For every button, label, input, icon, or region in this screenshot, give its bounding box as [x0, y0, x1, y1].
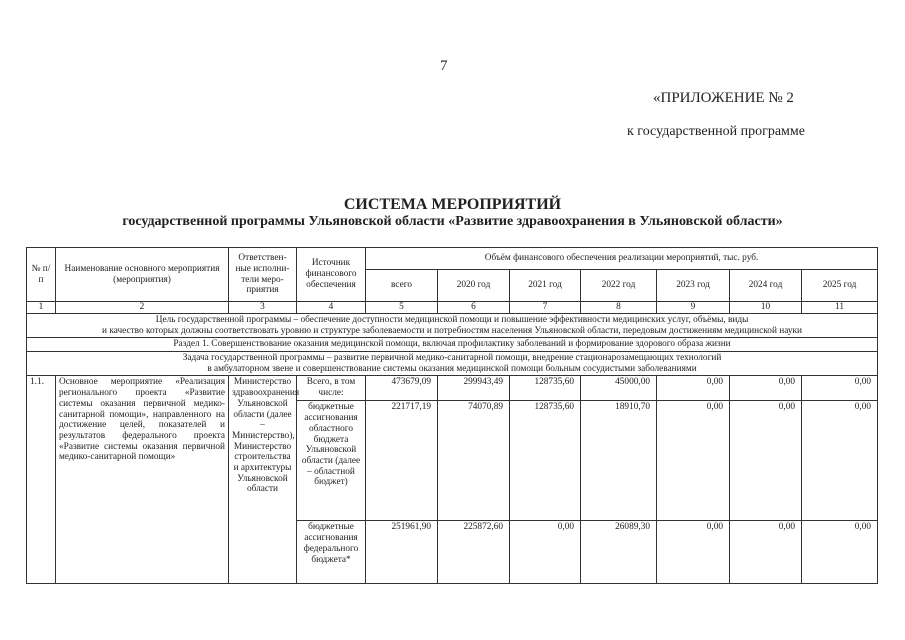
value-2022: 45000,00	[581, 376, 657, 401]
header-year-2022: 2022 год	[581, 270, 657, 302]
column-number: 3	[229, 302, 297, 314]
header-num: № п/п	[27, 248, 56, 302]
goal-line-2: и качество которых должны соответствовать уровню и структуре заболеваемости и потребностям населения Ульяновской области, передовым достижениям медицинской науки	[102, 325, 803, 336]
program-reference: к государственной программе	[627, 124, 805, 139]
column-number: 7	[510, 302, 581, 314]
value-2020: 299943,49	[438, 376, 510, 401]
column-number: 9	[657, 302, 730, 314]
value-total: 251961,90	[366, 521, 438, 584]
value-2020: 74070,89	[438, 401, 510, 521]
header-year-total: всего	[366, 270, 438, 302]
value-2023: 0,00	[657, 401, 730, 521]
value-2025: 0,00	[802, 376, 878, 401]
value-total: 473679,09	[366, 376, 438, 401]
appendix-label: «ПРИЛОЖЕНИЕ № 2	[653, 90, 794, 106]
source-total: Всего, в том числе:	[297, 376, 366, 401]
header-year-2025: 2025 год	[802, 270, 878, 302]
column-number: 10	[730, 302, 802, 314]
document-subtitle: государственной программы Ульяновской области «Развитие здравоохранения в Ульяновской области»	[122, 214, 783, 229]
value-2024: 0,00	[730, 376, 802, 401]
header-name: Наименование основного мероприятия (мероприятия)	[56, 248, 229, 302]
value-2020: 225872,60	[438, 521, 510, 584]
program-task	[27, 352, 878, 376]
task-line-2: в амбулаторном звене и совершенствование системы оказания медицинской помощи больным сосудистыми заболеваниями	[207, 363, 697, 374]
source-regional-budget: бюджетные ассигнования областного бюджета Ульяновской области (далее – областной бюджет)	[297, 401, 366, 521]
column-number: 4	[297, 302, 366, 314]
header-year-2020: 2020 год	[438, 270, 510, 302]
column-number: 5	[366, 302, 438, 314]
value-2024: 0,00	[730, 401, 802, 521]
header-source: Источник финансового обеспечения	[297, 248, 366, 302]
value-2021: 128735,60	[510, 376, 581, 401]
value-2021: 128735,60	[510, 401, 581, 521]
page-number: 7	[440, 58, 448, 74]
item-number: 1.1.	[27, 376, 56, 584]
column-number: 6	[438, 302, 510, 314]
value-2022: 18910,70	[581, 401, 657, 521]
column-number: 1	[27, 302, 56, 314]
item-name: Основное мероприятие «Реализация регионального проекта «Развитие системы оказания первичной медико-санитарной помощи», направленного на достижение целей, показателей и результатов федерального проекта «Развитие системы оказания первичной медико-санитарной помощи»	[56, 376, 229, 584]
value-total: 221717,19	[366, 401, 438, 521]
task-line-1: Задача государственной программы – развитие первичной медико-санитарной помощи, внедрение стационарозамещающих технологий	[182, 353, 722, 364]
item-responsible: Министерство здравоохранения Ульяновской области (далее – Министерство), Министерство строительства и архитектуры Ульяновской области	[229, 376, 297, 584]
value-2024: 0,00	[730, 521, 802, 584]
program-goal	[27, 314, 878, 338]
header-year-2024: 2024 год	[730, 270, 802, 302]
section-title: Раздел 1. Совершенствование оказания медицинской помощи, включая профилактику заболеваний и формирование здорового образа жизни	[27, 338, 878, 352]
value-2025: 0,00	[802, 521, 878, 584]
header-year-2021: 2021 год	[510, 270, 581, 302]
document-title: СИСТЕМА МЕРОПРИЯТИЙ	[343, 196, 562, 213]
value-2021: 0,00	[510, 521, 581, 584]
header-responsible: Ответствен-ные исполни-тели меро-приятия	[229, 248, 297, 302]
column-number: 8	[581, 302, 657, 314]
header-year-2023: 2023 год	[657, 270, 730, 302]
goal-line-1: Цель государственной программы – обеспечение доступности медицинской помощи и повышение эффективности медицинских услуг, объёмы, виды	[155, 315, 749, 325]
value-2025: 0,00	[802, 401, 878, 521]
value-2022: 26089,30	[581, 521, 657, 584]
column-number: 2	[56, 302, 229, 314]
value-2023: 0,00	[657, 521, 730, 584]
value-2023: 0,00	[657, 376, 730, 401]
column-number: 11	[802, 302, 878, 314]
source-federal-budget: бюджетные ассигнования федерального бюджета*	[297, 521, 366, 584]
header-funding: Объём финансового обеспечения реализации мероприятий, тыс. руб.	[366, 248, 878, 270]
measures-table	[26, 247, 878, 584]
